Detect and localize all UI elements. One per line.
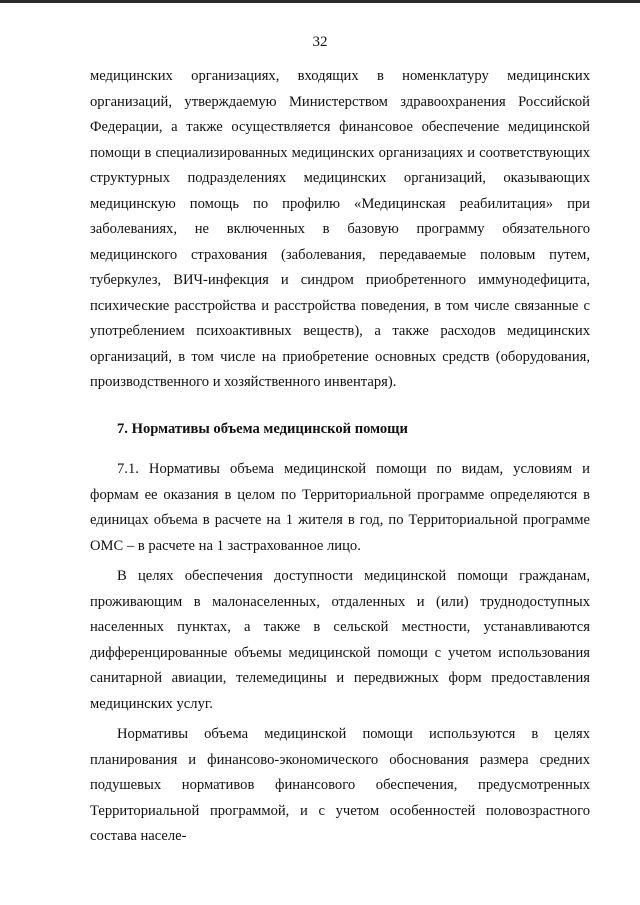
page-number: 32 [312, 34, 328, 50]
section-heading: 7. Нормативы объема медицинской помощи [117, 420, 408, 437]
paragraph-7-1: 7.1. Нормативы объема медицинской помощи по видам, условиям и формам ее оказания в целом по Территориальной программе определяются в единицах объема в расчете на 1 жителя в год, по Территориальной программе ОМС – в расчете на 1 застрахованное лицо. [90, 461, 590, 554]
paragraph-norms-usage: Нормативы объема медицинской помощи используются в целях планирования и финансово-экономического обоснования размера средних подушевых нормативов финансового обеспечения, предусмотренных Территориальной программой, и с учетом особенностей половозрастного состава населе- [90, 726, 590, 844]
paragraph-continuation: медицинских организациях, входящих в номенклатуру медицинских организаций, утверждаемую Министерством здравоохранения Российской Федерации, а также осуществляется финансовое обеспечение медицинской помощи в специализированных медицинских организациях и соответствующих структурных подразделениях медицинских организаций, оказывающих медицинскую помощь по профилю «Медицинская реабилитация» при заболеваниях, не включенных в базовую программу обязательного медицинского страхования (заболевания, передаваемые половым путем, туберкулез, ВИЧ-инфекция и синдром приобретенного иммунодефицита, психические расстройства и расстройства поведения, в том числе связанные с употреблением психоактивных веществ), а также расходов медицинских организаций, в том числе на приобретение основных средств (оборудования, производственного и хозяйственного инвентаря). [90, 68, 590, 390]
paragraph-accessibility: В целях обеспечения доступности медицинской помощи гражданам, проживающим в малонаселенных, отдаленных и (или) труднодоступных населенных пунктах, а также в сельской местности, устанавливаются дифференцированные объемы медицинской помощи с учетом использования санитарной авиации, телемедицины и передвижных форм предоставления медицинских услуг. [90, 568, 590, 712]
document-body [90, 64, 590, 850]
top-border-rule [0, 0, 640, 3]
